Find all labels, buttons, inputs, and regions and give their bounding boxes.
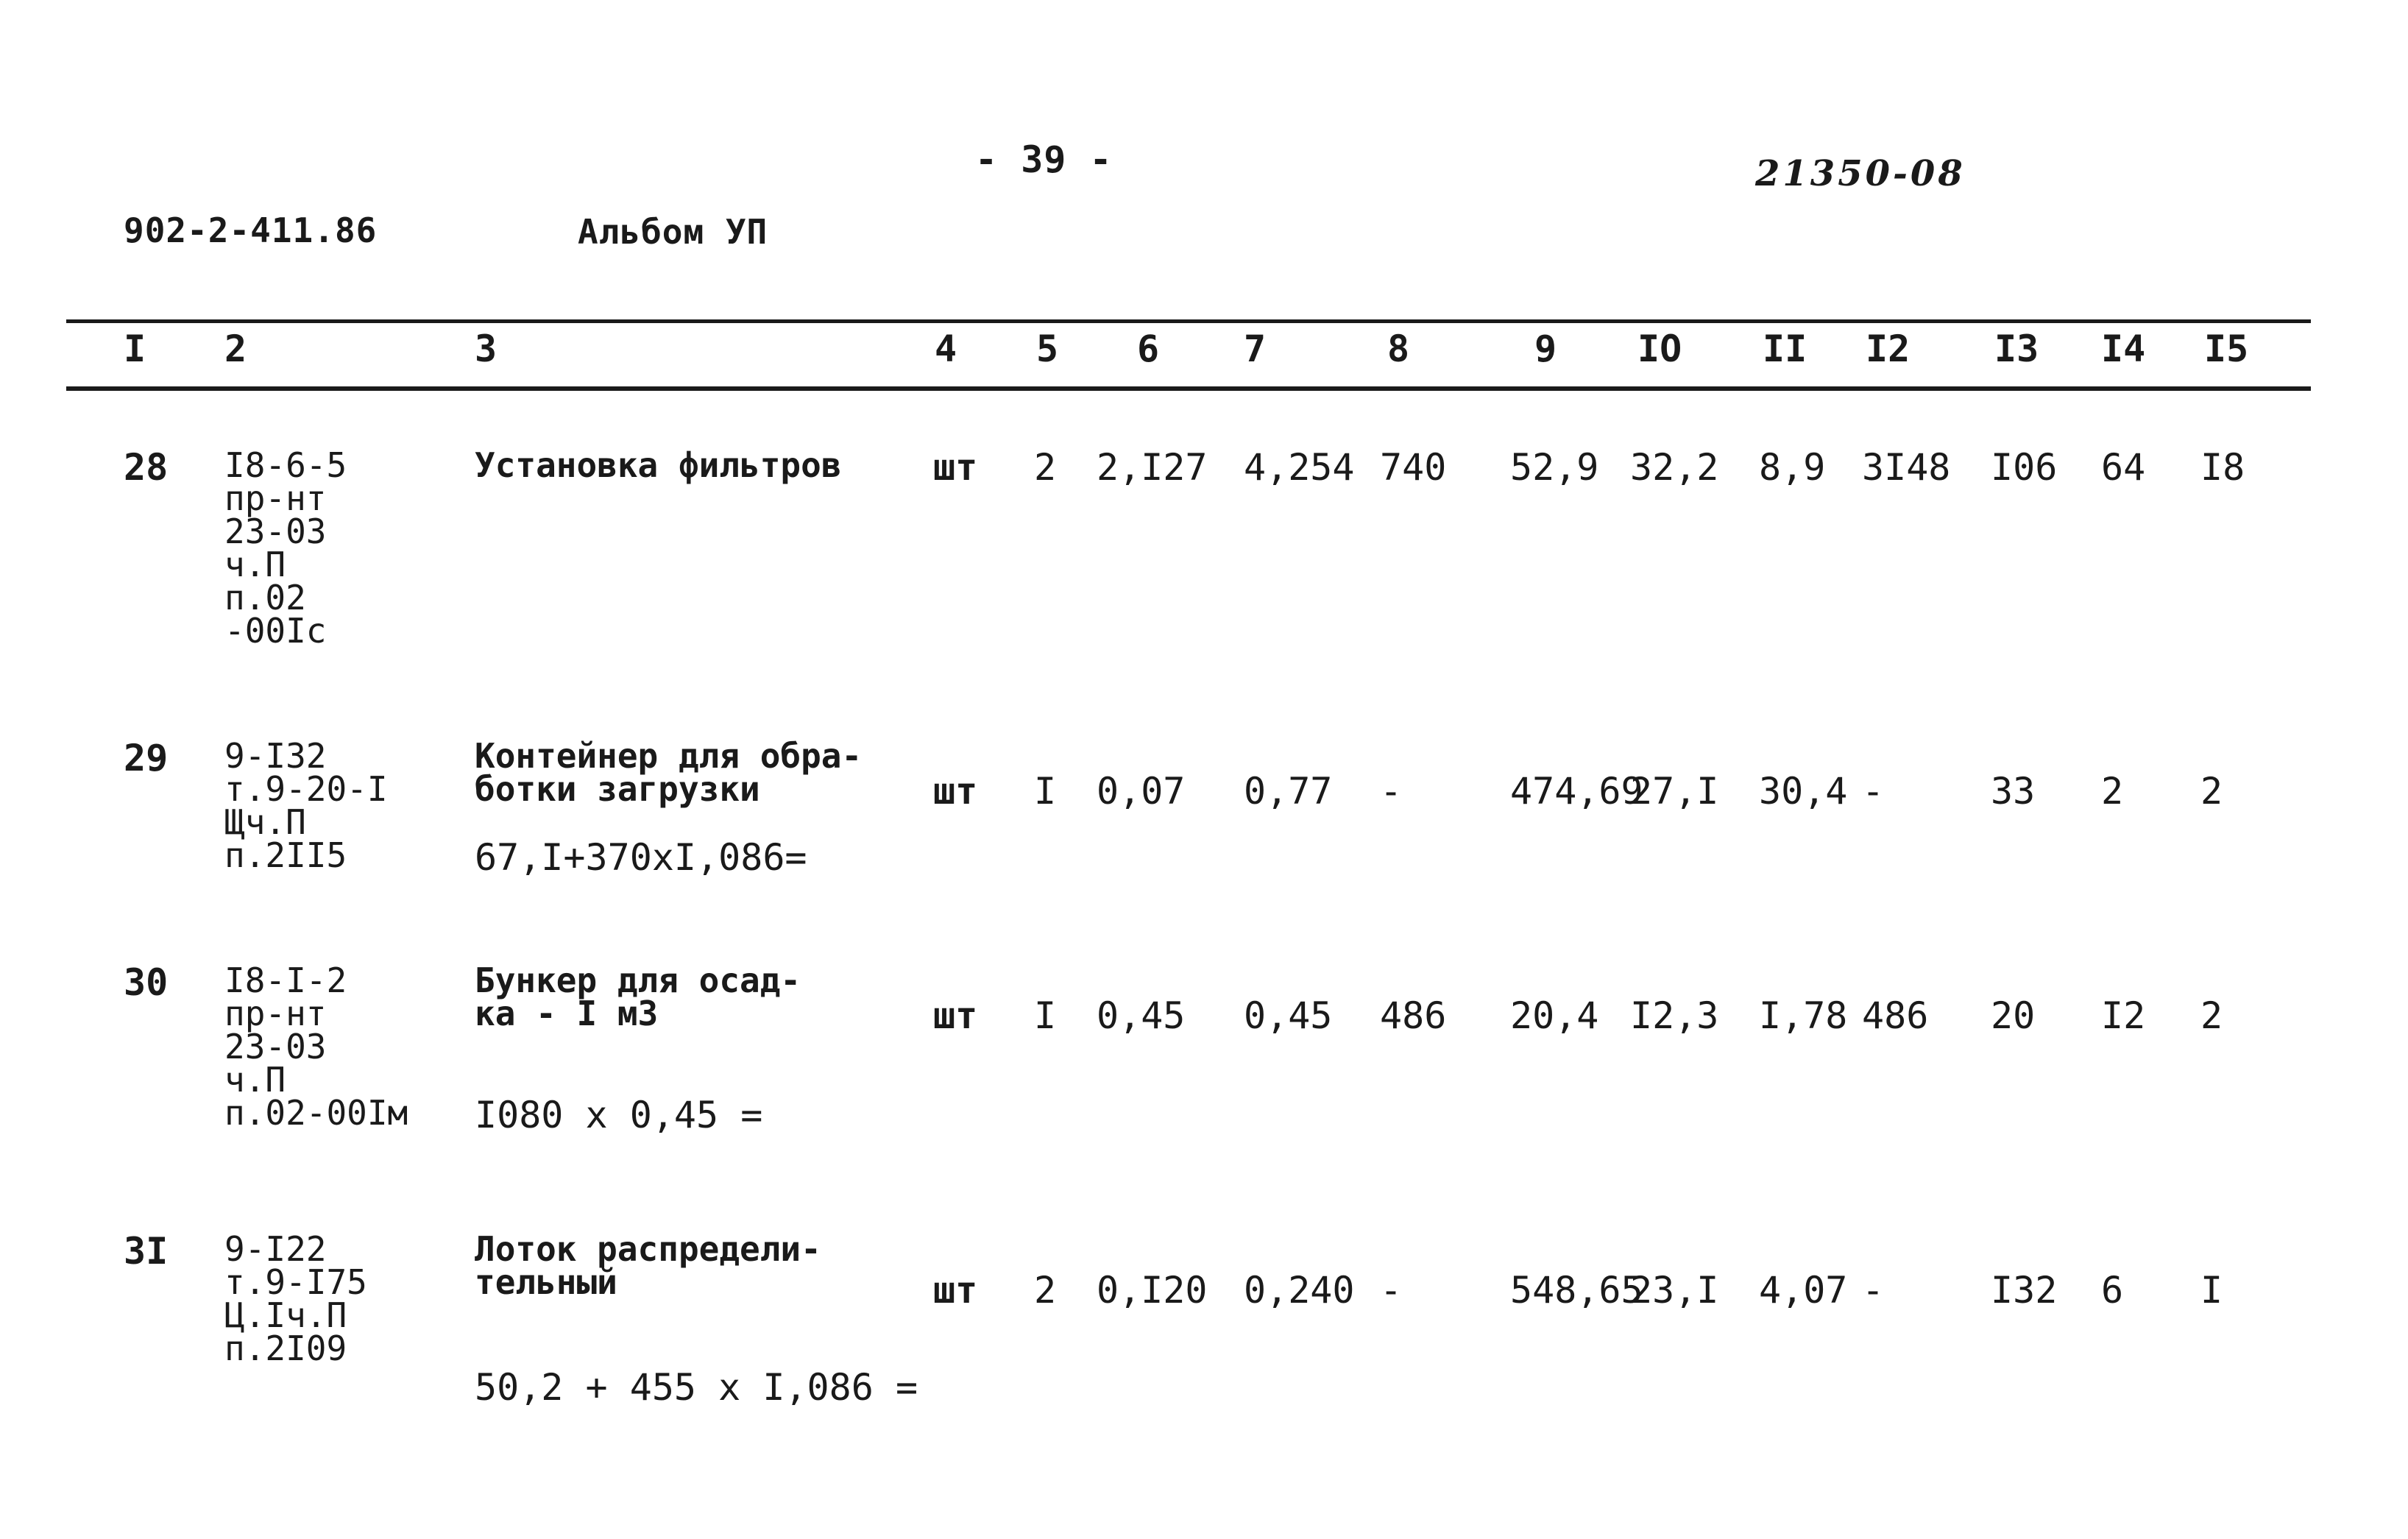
price-formula: 67,I+370хI,086= [475, 836, 807, 879]
cell-col-15: I8 [2200, 446, 2245, 489]
cell-col-11: 30,4 [1759, 770, 1848, 813]
cell-col-13: I06 [1991, 446, 2058, 489]
cell-col-15: 2 [2200, 994, 2223, 1037]
cell-col-14: 6 [2101, 1269, 2124, 1312]
row-number: 3I [124, 1230, 169, 1273]
cell-col-10: I2,3 [1630, 994, 1719, 1037]
price-formula: 50,2 + 455 х I,086 = [475, 1366, 918, 1409]
cell-col-10: 27,I [1630, 770, 1719, 813]
cell-col-12: 486 [1862, 994, 1929, 1037]
column-number-3: 3 [475, 328, 497, 370]
table-top-rule [66, 319, 2311, 323]
column-number-2: 2 [224, 328, 247, 370]
cell-col-8: - [1380, 1269, 1403, 1312]
cell-col-9: 548,65 [1510, 1269, 1643, 1312]
album-title: Альбом УП [578, 212, 768, 252]
cell-col-14: 2 [2101, 770, 2124, 813]
column-number-1: I [124, 328, 146, 370]
cell-col-11: I,78 [1759, 994, 1848, 1037]
cell-col-15: 2 [2200, 770, 2223, 813]
cell-col-8: - [1380, 770, 1403, 813]
cell-col-8: 740 [1380, 446, 1447, 489]
cell-col-9: 474,69 [1510, 770, 1643, 813]
column-number-13: I3 [1994, 328, 2039, 370]
cell-col-4: шт [933, 994, 978, 1037]
cell-col-7: 0,77 [1244, 770, 1333, 813]
cell-col-13: 33 [1991, 770, 2036, 813]
cell-col-5: 2 [1034, 446, 1057, 489]
row-number: 29 [124, 737, 169, 779]
cell-col-4: шт [933, 770, 978, 813]
document-code: 902-2-411.86 [124, 210, 378, 250]
cell-col-13: 20 [1991, 994, 2036, 1037]
cell-col-11: 8,9 [1759, 446, 1826, 489]
cell-col-7: 0,240 [1244, 1269, 1355, 1312]
cell-col-12: 3I48 [1862, 446, 1951, 489]
norm-reference: 9-I32 т.9-20-I Щч.П п.2II5 [224, 736, 388, 876]
column-number-5: 5 [1036, 328, 1059, 370]
cell-col-6: 0,45 [1097, 994, 1186, 1037]
cell-col-9: 20,4 [1510, 994, 1599, 1037]
norm-reference: I8-6-5 пр-нт 23-03 ч.П п.02 -00Iс [224, 445, 347, 651]
cell-col-11: 4,07 [1759, 1269, 1848, 1312]
cell-col-15: I [2200, 1269, 2223, 1312]
cell-col-5: I [1034, 770, 1057, 813]
cell-col-8: 486 [1380, 994, 1447, 1037]
cell-col-9: 52,9 [1510, 446, 1599, 489]
cell-col-5: 2 [1034, 1269, 1057, 1312]
column-number-6: 6 [1137, 328, 1160, 370]
norm-reference: I8-I-2 пр-нт 23-03 ч.П п.02-00Iм [224, 960, 408, 1133]
column-number-4: 4 [935, 328, 957, 370]
cell-col-10: 23,I [1630, 1269, 1719, 1312]
cell-col-7: 0,45 [1244, 994, 1333, 1037]
column-number-9: 9 [1534, 328, 1557, 370]
work-description: Контейнер для обра- ботки загрузки [475, 736, 863, 810]
handwritten-doc-code: 21350-08 [1755, 153, 1966, 194]
work-description: Лоток распредели- тельный [475, 1229, 821, 1303]
cell-col-12: - [1862, 1269, 1885, 1312]
column-number-11: II [1763, 328, 1807, 370]
cell-col-13: I32 [1991, 1269, 2058, 1312]
price-formula: I080 х 0,45 = [475, 1094, 763, 1136]
column-number-14: I4 [2101, 328, 2146, 370]
work-description: Установка фильтров [475, 445, 842, 485]
column-number-7: 7 [1244, 328, 1267, 370]
row-number: 30 [124, 961, 169, 1004]
cell-col-4: шт [933, 1269, 978, 1312]
cell-col-5: I [1034, 994, 1057, 1037]
cell-col-4: шт [933, 446, 978, 489]
cell-col-6: 0,I20 [1097, 1269, 1208, 1312]
column-number-8: 8 [1387, 328, 1410, 370]
row-number: 28 [124, 446, 169, 489]
work-description: Бункер для осад- ка - I м3 [475, 960, 801, 1034]
cell-col-14: I2 [2101, 994, 2146, 1037]
cell-col-12: - [1862, 770, 1885, 813]
norm-reference: 9-I22 т.9-I75 Ц.Iч.П п.2I09 [224, 1229, 367, 1369]
cell-col-6: 2,I27 [1097, 446, 1208, 489]
column-number-10: IO [1637, 328, 1682, 370]
cell-col-14: 64 [2101, 446, 2146, 489]
cell-col-7: 4,254 [1244, 446, 1355, 489]
page-number: - 39 - [975, 138, 1113, 181]
cell-col-10: 32,2 [1630, 446, 1719, 489]
column-number-15: I5 [2204, 328, 2249, 370]
cell-col-6: 0,07 [1097, 770, 1186, 813]
table-header-rule [66, 386, 2311, 391]
column-number-12: I2 [1866, 328, 1911, 370]
